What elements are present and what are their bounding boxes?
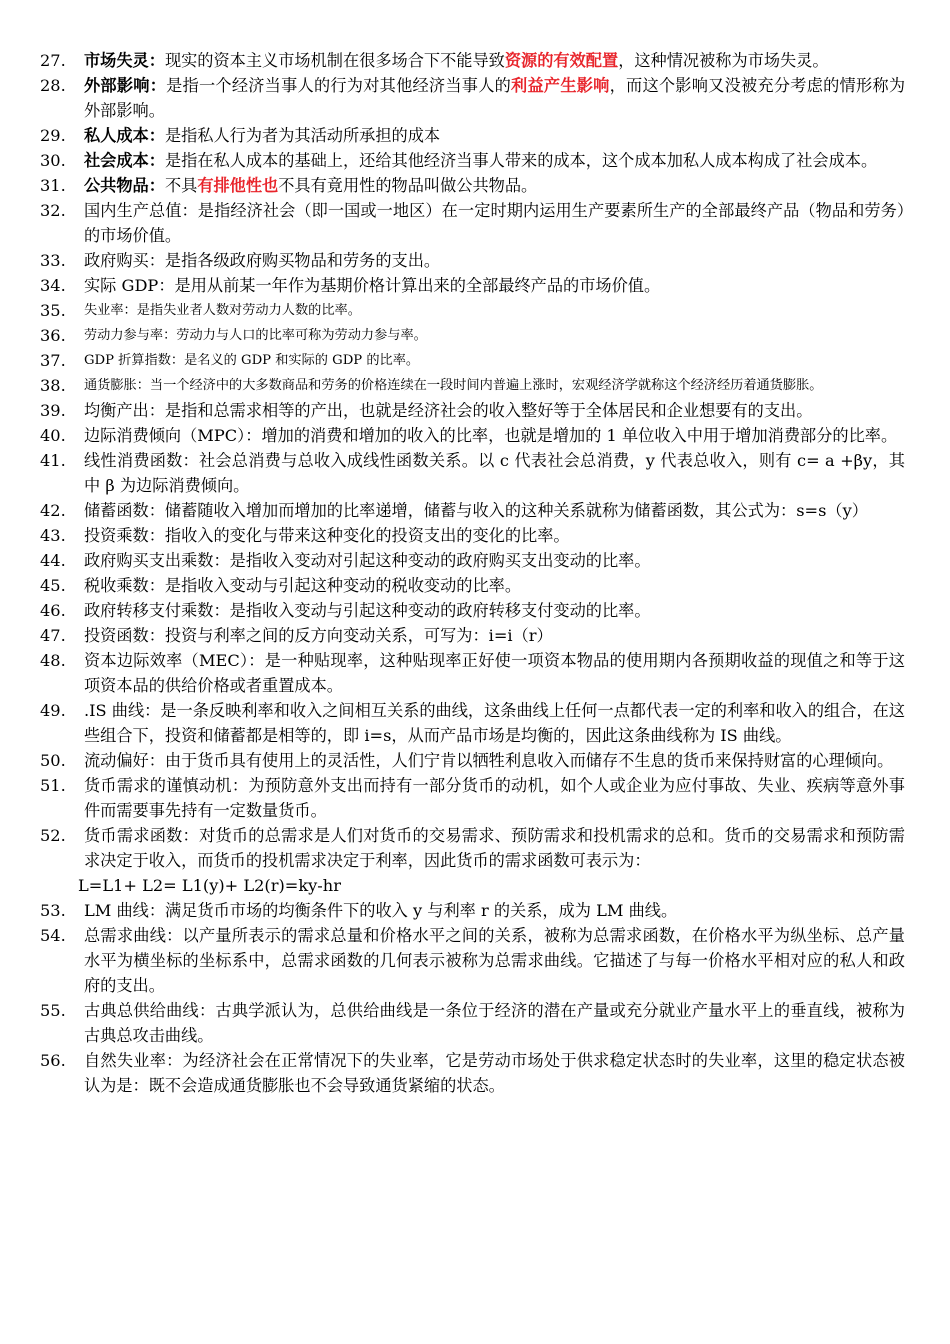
term: 外部影响： [84, 76, 167, 95]
list-item [40, 623, 905, 648]
item-text: 储蓄函数：储蓄随收入增加而增加的比率递增，储蓄与收入的这种关系就称为储蓄函数，其公式为：s=s（y） [84, 501, 868, 520]
list-item [40, 198, 905, 248]
list-item [40, 598, 905, 623]
item-number: 41. [40, 451, 66, 470]
item-number: 48. [40, 651, 66, 670]
list-item [40, 748, 905, 773]
item-number: 32. [40, 201, 66, 220]
item-number: 43. [40, 526, 66, 545]
item-number: 27. [40, 51, 66, 70]
list-item [40, 173, 905, 198]
item-number: 42. [40, 501, 66, 520]
list-item [40, 248, 905, 273]
item-text: 实际 GDP：是用从前某一年作为基期价格计算出来的全部最终产品的市场价值。 [84, 276, 661, 295]
list-item [40, 273, 905, 298]
item-number: 54. [40, 926, 66, 945]
list-item [40, 423, 905, 448]
list-item [40, 373, 905, 398]
item-text: 政府购买支出乘数：是指收入变动对引起这种变动的政府购买支出变动的比率。 [84, 551, 651, 570]
item-text: 劳动力参与率：劳动力与人口的比率可称为劳动力参与率。 [84, 328, 427, 343]
item-text: 失业率：是指失业者人数对劳动力人数的比率。 [84, 303, 361, 318]
term: 私人成本： [84, 126, 165, 145]
item-number: 53. [40, 901, 66, 920]
list-item [40, 648, 905, 698]
item-number: 38. [40, 376, 66, 395]
item-text: 线性消费函数：社会总消费与总收入成线性函数关系。以 c 代表社会总消费，y 代表总收入，则有 c= a +βy，其中 β 为边际消费倾向。 [84, 451, 905, 495]
highlight: 有排他性也 [197, 176, 279, 195]
list-item [40, 448, 905, 498]
highlight: 利益产生影响 [511, 76, 610, 95]
item-number: 45. [40, 576, 66, 595]
list-item [40, 698, 905, 748]
item-text: 政府转移支付乘数：是指收入变动与引起这种变动的政府转移支付变动的比率。 [84, 601, 651, 620]
list-item [40, 548, 905, 573]
item-number: 35. [40, 301, 66, 320]
item-number: 30. [40, 151, 66, 170]
item-text: 货币需求函数：对货币的总需求是人们对货币的交易需求、预防需求和投机需求的总和。货币的交易需求和预防需求决定于收入，而货币的投机需求决定于利率，因此货币的需求函数可表示为： [84, 826, 905, 870]
item-text: .IS 曲线：是一条反映利率和收入之间相互关系的曲线，这条曲线上任何一点都代表一定的利率和收入的组合，在这些组合下，投资和储蓄都是相等的，即 i=s，从而产品市场是均衡的，因此这条曲线称为 IS 曲线。 [84, 701, 905, 745]
item-text: 外部影响：是指一个经济当事人的行为对其他经济当事人的利益产生影响，而这个影响又没被充分考虑的情形称为外部影响。 [84, 76, 906, 120]
item-number: 50. [40, 751, 66, 770]
item-text: 投资乘数：指收入的变化与带来这种变化的投资支出的变化的比率。 [84, 526, 570, 545]
list-item [40, 998, 905, 1048]
item-text: 古典总供给曲线：古典学派认为，总供给曲线是一条位于经济的潜在产量或充分就业产量水平上的垂直线，被称为古典总攻击曲线。 [84, 1001, 905, 1045]
list-item [40, 898, 905, 923]
item-number: 40. [40, 426, 66, 445]
item-text: 社会成本：是指在私人成本的基础上，还给其他经济当事人带来的成本，这个成本加私人成本构成了社会成本。 [84, 151, 878, 170]
item-number: 47. [40, 626, 66, 645]
list-item [40, 923, 905, 998]
item-number: 46. [40, 601, 66, 620]
list-item [40, 773, 905, 823]
item-number: 31. [40, 176, 66, 195]
term: 公共物品： [84, 176, 165, 195]
formula: L=L1+ L2= L1(y)+ L2(r)=ky-hr [78, 876, 341, 895]
item-text: 市场失灵：现实的资本主义市场机制在很多场合下不能导致资源的有效配置，这种情况被称为市场失灵。 [84, 51, 829, 70]
item-number: 33. [40, 251, 66, 270]
item-text: 资本边际效率（MEC）：是一种贴现率，这种贴现率正好使一项资本物品的使用期内各预期收益的现值之和等于这项资本品的供给价格或者重置成本。 [84, 651, 905, 695]
list-item [40, 298, 905, 323]
item-text: GDP 折算指数：是名义的 GDP 和实际的 GDP 的比率。 [84, 353, 420, 368]
item-number: 49. [40, 701, 66, 720]
item-text: 流动偏好：由于货币具有使用上的灵活性，人们宁肯以牺牲利息收入而储存不生息的货币来保持财富的心理倾向。 [84, 751, 894, 770]
item-text: 通货膨胀：当一个经济中的大多数商品和劳务的价格连续在一段时间内普遍上涨时，宏观经济学就称这个经济经历着通货膨胀。 [84, 378, 823, 393]
item-number: 29. [40, 126, 66, 145]
item-text: 均衡产出：是指和总需求相等的产出，也就是经济社会的收入整好等于全体居民和企业想要有的支出。 [84, 401, 813, 420]
item-number: 52. [40, 826, 66, 845]
list-item [40, 398, 905, 423]
item-number: 51. [40, 776, 66, 795]
item-text: 政府购买：是指各级政府购买物品和劳务的支出。 [84, 251, 441, 270]
item-number: 44. [40, 551, 66, 570]
item-text: 税收乘数：是指收入变动与引起这种变动的税收变动的比率。 [84, 576, 522, 595]
list-item [40, 323, 905, 348]
list-item [40, 1048, 905, 1098]
item-text: LM 曲线：满足货币市场的均衡条件下的收入 y 与利率 r 的关系，成为 LM 曲线。 [84, 901, 678, 920]
list-item [40, 498, 905, 523]
item-text: 国内生产总值：是指经济社会（即一国或一地区）在一定时期内运用生产要素所生产的全部最终产品（物品和劳务）的市场价值。 [84, 201, 905, 245]
list-item [40, 48, 905, 73]
item-text: 自然失业率：为经济社会在正常情况下的失业率，它是劳动市场处于供求稳定状态时的失业率，这里的稳定状态被认为是：既不会造成通货膨胀也不会导致通货紧缩的状态。 [84, 1051, 905, 1095]
term: 市场失灵： [84, 51, 165, 70]
item-number: 39. [40, 401, 66, 420]
list-item [40, 523, 905, 548]
item-text: 边际消费倾向（MPC）：增加的消费和增加的收入的比率，也就是增加的 1 单位收入中用于增加消费部分的比率。 [84, 426, 898, 445]
item-text: 总需求曲线：以产量所表示的需求总量和价格水平之间的关系，被称为总需求函数，在价格水平为纵坐标、总产量水平为横坐标的坐标系中，总需求函数的几何表示被称为总需求曲线。它描述了与每一价格水平相对应的私人和政府的支出。 [84, 926, 905, 995]
document-body [40, 48, 905, 1098]
item-text: 公共物品：不具有排他性也不具有竟用性的物品叫做公共物品。 [84, 176, 538, 195]
list-item [40, 123, 905, 148]
item-number: 55. [40, 1001, 66, 1020]
list-item [40, 73, 905, 123]
item-number: 34. [40, 276, 66, 295]
list-item [40, 573, 905, 598]
item-number: 56. [40, 1051, 66, 1070]
item-text: 货币需求的谨慎动机：为预防意外支出而持有一部分货币的动机，如个人或企业为应付事故、失业、疾病等意外事件而需要事先持有一定数量货币。 [84, 776, 905, 820]
item-number: 28. [40, 76, 66, 95]
highlight: 资源的有效配置 [504, 51, 619, 70]
item-number: 37. [40, 351, 66, 370]
list-item [40, 148, 905, 173]
list-item [40, 823, 905, 873]
list-item [40, 348, 905, 373]
term: 社会成本： [84, 151, 165, 170]
item-number: 36. [40, 326, 66, 345]
item-text: 私人成本：是指私人行为者为其活动所承担的成本 [84, 126, 441, 145]
item-text: 投资函数：投资与利率之间的反方向变动关系，可写为：i=i（r） [84, 626, 553, 645]
